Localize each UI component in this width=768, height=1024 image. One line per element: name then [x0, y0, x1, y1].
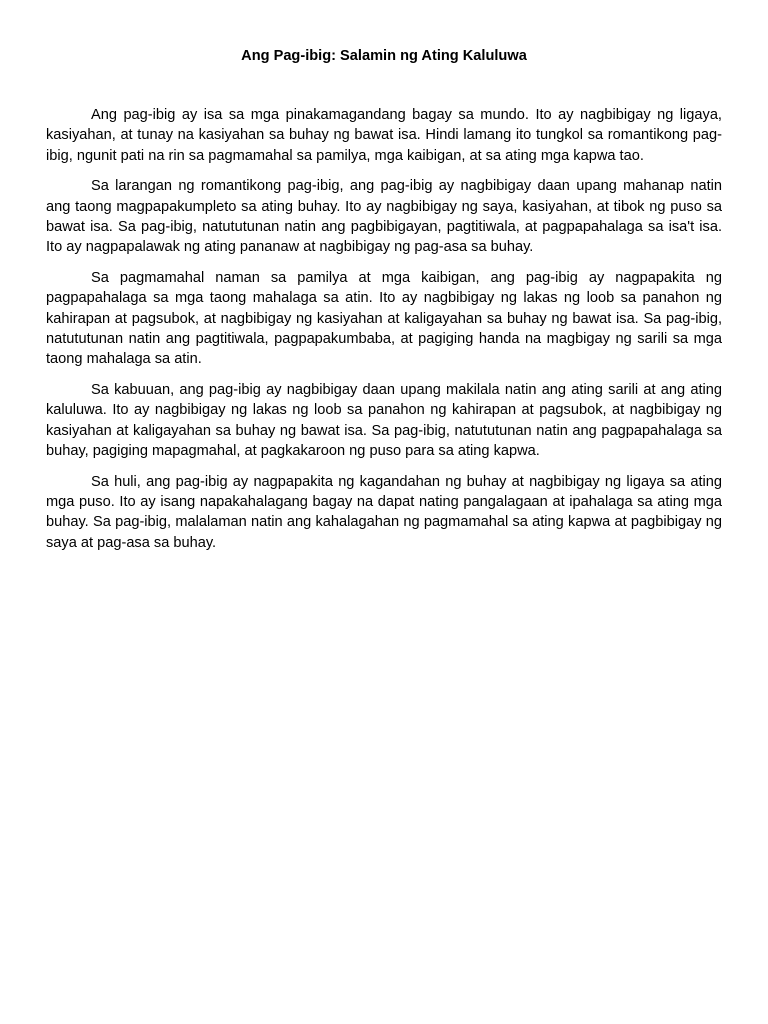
paragraph-5: Sa huli, ang pag-ibig ay nagpapakita ng kagandahan ng buhay at nagbibigay ng ligaya sa ating mga puso. Ito ay isang napakahalagang bagay na dapat nating pangalagaan at ipahalaga sa ating mga buhay. Sa pag-ibig, malalaman natin ang kahalagahan ng pagmamahal sa ating kapwa at pagbibigay ng saya at pag-asa sa buhay. — [46, 473, 722, 551]
paragraph-4: Sa kabuuan, ang pag-ibig ay nagbibigay daan upang makilala natin ang ating sarili at ang ating kaluluwa. Ito ay nagbibigay ng lakas ng loob sa panahon ng kahirapan at pagsubok, at nagbibigay ng kasiyahan at kaligayahan sa buhay ng bawat isa. Sa pag-ibig, natututunan natin ang pagpapahalaga sa buhay, pagiging mapagmahal, at pagkakaroon ng puso para sa ating kapwa. — [46, 381, 722, 460]
paragraph-1: Ang pag-ibig ay isa sa mga pinakamagandang bagay sa mundo. Ito ay nagbibigay ng ligaya, kasiyahan, at tunay na kasiyahan sa buhay ng bawat isa. Hindi lamang ito tungkol sa romantikong pag-ibig, ngunit pati na rin sa pagmamahal sa pamilya, mga kaibigan, at sa ating mga kapwa tao. — [46, 107, 722, 164]
document-title: Ang Pag-ibig: Salamin ng Ating Kaluluwa — [241, 48, 527, 64]
document-body — [46, 105, 722, 553]
paragraph-3: Sa pagmamahal naman sa pamilya at mga kaibigan, ang pag-ibig ay nagpapakita ng pagpapahalaga sa mga taong mahalaga sa atin. Ito ay nagbibigay ng lakas ng loob sa panahon ng kahirapan at pagsubok, at nagbibigay ng kasiyahan at kaligayahan sa buhay ng bawat isa. Sa pag-ibig, natututunan natin ang pagtitiwala, pagpapakumbaba, at pagiging handa na magbigay ng sarili sa mga taong mahalaga sa atin. — [46, 269, 722, 368]
paragraph-2: Sa larangan ng romantikong pag-ibig, ang pag-ibig ay nagbibigay daan upang mahanap natin ang taong magpapakumpleto sa ating buhay. Ito ay nagbibigay ng saya, kasiyahan, at tibok ng puso sa bawat isa. Sa pag-ibig, natututunan natin ang pagbibigayan, pagtitiwala, at pagpapahalaga sa isa't isa. Ito ay nagpapalawak ng ating pananaw at nagbibigay ng pag-asa sa buhay. — [46, 178, 722, 256]
